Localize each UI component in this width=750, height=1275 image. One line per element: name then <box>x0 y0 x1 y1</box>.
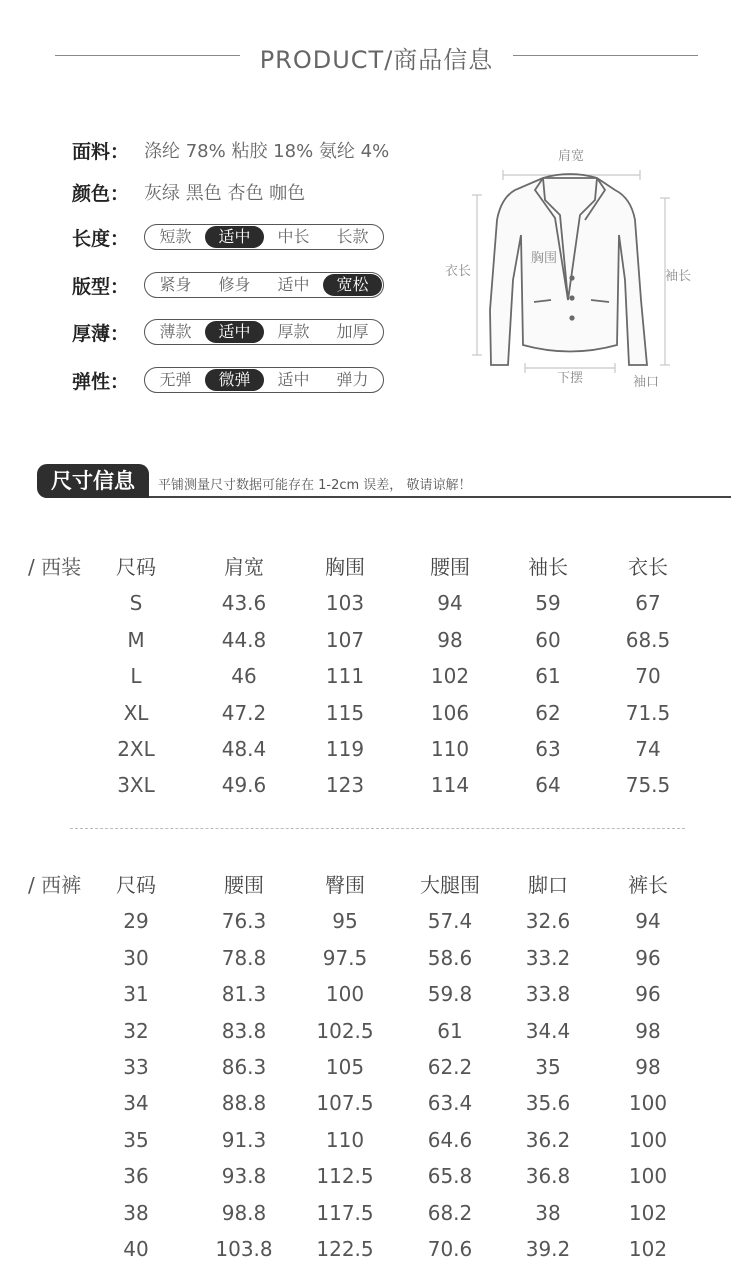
table-row <box>0 1122 750 1158</box>
table-cell: 3XL <box>117 773 155 798</box>
table-row <box>0 695 750 731</box>
table-cell: 63 <box>535 736 561 761</box>
table-cell: 103.8 <box>215 1236 273 1261</box>
table-cell: 100 <box>628 1127 668 1152</box>
option-long: 长款 <box>336 227 369 246</box>
column-header: 脚口 <box>528 873 568 897</box>
table-cell: L <box>130 664 142 689</box>
option-tight: 紧身 <box>159 275 192 294</box>
table-cell: 33.8 <box>525 982 571 1007</box>
column-header: 腰围 <box>430 555 470 579</box>
attr-key: 面料： <box>72 140 130 163</box>
table-cell: 36 <box>123 1164 149 1189</box>
table-cell: 88.8 <box>221 1091 267 1116</box>
table-cell: 68.5 <box>625 627 671 652</box>
table-cell: 100 <box>628 1164 668 1189</box>
table-row <box>0 903 750 939</box>
table-section-label: / 西裤 <box>28 873 82 897</box>
table-row <box>0 622 750 658</box>
table-cell: 112.5 <box>316 1164 374 1189</box>
table-cell: 38 <box>123 1200 149 1225</box>
table-cell: 43.6 <box>221 591 267 616</box>
attr-color <box>72 177 305 207</box>
table-cell: 32.6 <box>525 909 571 934</box>
table-cell: 95 <box>332 909 358 934</box>
column-header: 尺码 <box>116 873 156 897</box>
label-cuff: 袖口 <box>633 375 660 390</box>
table-cell: 100 <box>325 982 365 1007</box>
table-cell: 67 <box>635 591 661 616</box>
table-cell: 114 <box>430 773 470 798</box>
table-cell: 70 <box>635 664 661 689</box>
option-regular: 适中 <box>277 370 310 389</box>
column-header: 肩宽 <box>224 555 264 579</box>
table-cell: 46 <box>231 664 257 689</box>
table-cell: 74 <box>635 736 661 761</box>
table-cell: 76.3 <box>221 909 267 934</box>
table-cell: 122.5 <box>316 1236 374 1261</box>
table-cell: 40 <box>123 1236 149 1261</box>
table-row <box>0 1231 750 1267</box>
table-cell: 98 <box>635 1054 661 1079</box>
option-thin: 薄款 <box>159 322 192 341</box>
table-cell: 106 <box>430 700 470 725</box>
table-row <box>0 976 750 1012</box>
size-info-rule <box>149 496 731 498</box>
length-selector <box>144 224 384 250</box>
table-cell: 71.5 <box>625 700 671 725</box>
attr-length <box>72 222 384 252</box>
table-cell: 29 <box>123 909 149 934</box>
table-cell: 110 <box>430 736 470 761</box>
table-cell: 91.3 <box>221 1127 267 1152</box>
table-cell: 32 <box>123 1018 149 1043</box>
attr-key: 厚薄： <box>72 322 130 345</box>
table-divider <box>70 828 685 829</box>
option-mid-long: 中长 <box>277 227 310 246</box>
attr-value: 涤纶 78% 粘胶 18% 氨纶 4% <box>144 141 390 162</box>
table-cell: 59 <box>535 591 561 616</box>
table-row <box>0 731 750 767</box>
table-row <box>0 585 750 621</box>
table-cell: 2XL <box>117 736 155 761</box>
table-cell: 105 <box>325 1054 365 1079</box>
jacket-outline <box>490 174 647 365</box>
column-header: 衣长 <box>628 555 668 579</box>
table-cell: 111 <box>325 664 365 689</box>
label-shoulder: 肩宽 <box>557 149 585 164</box>
column-header: 腰围 <box>224 873 264 897</box>
table-row <box>0 940 750 976</box>
table-cell: 102 <box>430 664 470 689</box>
table-cell: 123 <box>325 773 365 798</box>
attr-key: 颜色： <box>72 182 130 205</box>
table-cell: 36.2 <box>525 1127 571 1152</box>
table-cell: 96 <box>635 945 661 970</box>
table-header-row <box>0 549 750 585</box>
option-slight: 微弹 <box>205 369 264 391</box>
option-short: 短款 <box>159 227 192 246</box>
table-cell: 110 <box>325 1127 365 1152</box>
table-cell: M <box>127 627 145 652</box>
table-row <box>0 1158 750 1194</box>
option-none: 无弹 <box>159 370 192 389</box>
table-cell: 36.8 <box>525 1164 571 1189</box>
column-header: 胸围 <box>325 555 365 579</box>
size-info-note: 平铺测量尺寸数据可能存在 1-2cm 误差， 敬请谅解！ <box>158 478 472 493</box>
table-cell: 86.3 <box>221 1054 267 1079</box>
option-stretch: 弹力 <box>336 370 369 389</box>
table-cell: 64 <box>535 773 561 798</box>
label-hem: 下摆 <box>557 371 584 386</box>
table-cell: 94 <box>437 591 463 616</box>
table-row <box>0 1085 750 1121</box>
thickness-selector <box>144 319 384 345</box>
attr-fabric <box>72 135 389 165</box>
attr-key: 版型： <box>72 275 130 298</box>
table-cell: 83.8 <box>221 1018 267 1043</box>
table-cell: 61 <box>535 664 561 689</box>
attr-key: 弹性： <box>72 370 130 393</box>
table-cell: 62.2 <box>427 1054 473 1079</box>
table-cell: 81.3 <box>221 982 267 1007</box>
table-cell: 107 <box>325 627 365 652</box>
table-cell: 61 <box>437 1018 463 1043</box>
option-regular: 适中 <box>205 321 264 343</box>
table-cell: 119 <box>325 736 365 761</box>
table-cell: 58.6 <box>427 945 473 970</box>
table-row <box>0 1013 750 1049</box>
table-cell: 98 <box>437 627 463 652</box>
label-sleeve: 袖长 <box>665 269 692 284</box>
table-cell: 48.4 <box>221 736 267 761</box>
table-cell: 98 <box>635 1018 661 1043</box>
table-row <box>0 658 750 694</box>
column-header: 尺码 <box>116 555 156 579</box>
table-cell: 49.6 <box>221 773 267 798</box>
attr-elasticity <box>72 365 384 395</box>
header-rule-left <box>55 55 240 56</box>
table-cell: 34.4 <box>525 1018 571 1043</box>
table-cell: 30 <box>123 945 149 970</box>
option-regular: 适中 <box>277 275 310 294</box>
table-cell: 78.8 <box>221 945 267 970</box>
page-title: PRODUCT/商品信息 <box>259 46 494 74</box>
table-cell: S <box>129 591 143 616</box>
table-cell: 107.5 <box>316 1091 374 1116</box>
label-chest: 胸围 <box>531 251 558 266</box>
table-cell: XL <box>123 700 149 725</box>
table-section-label: / 西装 <box>28 555 82 579</box>
option-loose: 宽松 <box>323 274 382 296</box>
table-cell: 33.2 <box>525 945 571 970</box>
header-rule-right <box>513 55 698 56</box>
option-extra-thick: 加厚 <box>336 322 369 341</box>
table-cell: 38 <box>535 1200 561 1225</box>
table-cell: 57.4 <box>427 909 473 934</box>
table-cell: 47.2 <box>221 700 267 725</box>
jacket-measure-diagram <box>435 140 705 400</box>
table-cell: 94 <box>635 909 661 934</box>
column-header: 臀围 <box>325 873 365 897</box>
table-cell: 31 <box>123 982 149 1007</box>
table-cell: 34 <box>123 1091 149 1116</box>
table-cell: 75.5 <box>625 773 671 798</box>
table-cell: 70.6 <box>427 1236 473 1261</box>
table-cell: 97.5 <box>322 945 368 970</box>
table-cell: 44.8 <box>221 627 267 652</box>
table-cell: 68.2 <box>427 1200 473 1225</box>
option-slim: 修身 <box>218 275 251 294</box>
table-cell: 96 <box>635 982 661 1007</box>
table-cell: 62 <box>535 700 561 725</box>
table-cell: 98.8 <box>221 1200 267 1225</box>
attr-fit <box>72 270 384 300</box>
attr-value: 灰绿 黑色 杏色 咖色 <box>144 183 306 204</box>
elasticity-selector <box>144 367 384 393</box>
table-cell: 60 <box>535 627 561 652</box>
table-row <box>0 767 750 803</box>
label-length: 衣长 <box>445 264 472 279</box>
column-header: 裤长 <box>628 873 668 897</box>
option-thick: 厚款 <box>277 322 310 341</box>
table-cell: 35 <box>535 1054 561 1079</box>
table-cell: 117.5 <box>316 1200 374 1225</box>
column-header: 袖长 <box>528 555 568 579</box>
table-cell: 102 <box>628 1236 668 1261</box>
table-cell: 65.8 <box>427 1164 473 1189</box>
table-row <box>0 1195 750 1231</box>
column-header: 大腿围 <box>420 873 480 897</box>
table-cell: 103 <box>325 591 365 616</box>
table-cell: 102.5 <box>316 1018 374 1043</box>
table-cell: 35.6 <box>525 1091 571 1116</box>
option-regular: 适中 <box>205 226 264 248</box>
attr-thickness <box>72 317 384 347</box>
size-info-tag: 尺寸信息 <box>37 464 149 498</box>
table-cell: 115 <box>325 700 365 725</box>
suit-size-table <box>0 549 750 804</box>
table-cell: 59.8 <box>427 982 473 1007</box>
table-cell: 33 <box>123 1054 149 1079</box>
attr-key: 长度： <box>72 227 130 250</box>
table-cell: 102 <box>628 1200 668 1225</box>
table-cell: 93.8 <box>221 1164 267 1189</box>
table-row <box>0 1049 750 1085</box>
table-cell: 100 <box>628 1091 668 1116</box>
pants-size-table <box>0 867 750 1267</box>
table-cell: 39.2 <box>525 1236 571 1261</box>
table-cell: 35 <box>123 1127 149 1152</box>
table-cell: 64.6 <box>427 1127 473 1152</box>
fit-selector <box>144 272 384 298</box>
table-cell: 63.4 <box>427 1091 473 1116</box>
table-header-row <box>0 867 750 903</box>
